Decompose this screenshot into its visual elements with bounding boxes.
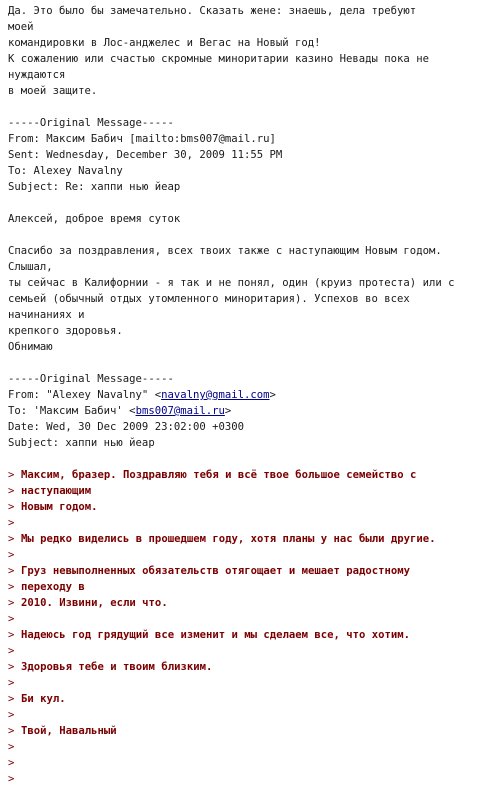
blank-line [8, 227, 488, 243]
email-document [8, 3, 488, 787]
from-email-link[interactable]: navalny@gmail.com [161, 389, 270, 401]
original-message-separator: -----Original Message----- [8, 373, 174, 385]
message-body-1 [8, 211, 488, 355]
original-message-separator: -----Original Message----- [8, 117, 174, 129]
subject-value: Re: хаппи нью йеар [65, 181, 181, 193]
to-line [8, 163, 488, 179]
subject-label: Subject: [8, 181, 66, 193]
quote-marker: > [8, 485, 15, 497]
quote-marker: > [8, 645, 15, 657]
quote-marker: > [8, 741, 15, 753]
quoted-text: Груз невыполненных обязательств отягощает и мешает радостному [21, 565, 411, 577]
quoted-text [21, 547, 488, 563]
subject-line [8, 179, 488, 195]
quoted-line [8, 467, 488, 483]
quote-marker: > [8, 565, 15, 577]
to-prefix: To: 'Максим Бабич' < [8, 405, 136, 417]
quote-marker: > [8, 661, 15, 673]
to-email-link[interactable]: bms007@mail.ru [135, 405, 225, 417]
quoted-text: Здоровья тебе и твоим близким. [21, 661, 213, 673]
subject-line: Subject: хаппи нью йеар [8, 437, 155, 449]
quoted-text: наступающим [21, 485, 92, 497]
quoted-line [8, 499, 488, 515]
blank-line [8, 99, 488, 115]
original-message-header-1 [8, 115, 488, 195]
sent-line [8, 147, 488, 163]
blank-line [8, 195, 488, 211]
quote-marker: > [8, 533, 15, 545]
quote-marker: > [8, 757, 15, 769]
quoted-text [21, 707, 488, 723]
from-prefix: From: "Alexey Navalny" < [8, 389, 162, 401]
quoted-text [21, 739, 488, 755]
quoted-line [8, 627, 488, 643]
blank-line [8, 355, 488, 371]
quoted-text [21, 611, 488, 627]
quoted-line [8, 771, 488, 787]
message-line: начинаниях и [8, 309, 85, 321]
quote-marker: > [8, 709, 15, 721]
quote-marker: > [8, 773, 15, 785]
reply-line: моей [8, 21, 34, 33]
message-line: Спасибо за поздравления, всех твоих также с наступающим Новым годом. [8, 245, 442, 257]
quoted-text: Новым годом. [21, 501, 98, 513]
quoted-line [8, 595, 488, 611]
from-line [8, 131, 488, 147]
quoted-line [8, 675, 488, 691]
quoted-line [8, 739, 488, 755]
from-suffix: > [269, 389, 276, 401]
sent-label: Sent: [8, 149, 47, 161]
quoted-line [8, 723, 488, 739]
from-value: Максим Бабич [mailto:bms007@mail.ru] [46, 133, 276, 145]
reply-line: командировки в Лос-анджелес и Вегас на Новый год! [8, 37, 321, 49]
quoted-line [8, 579, 488, 595]
quoted-line [8, 483, 488, 499]
quoted-text [21, 771, 488, 787]
quoted-line [8, 643, 488, 659]
quote-marker: > [8, 469, 15, 481]
quoted-message [8, 467, 488, 787]
quoted-text [21, 515, 488, 531]
message-line: крепкого здоровья. [8, 325, 123, 337]
quoted-text: Би кул. [21, 693, 66, 705]
to-line [8, 403, 488, 419]
quoted-line [8, 755, 488, 771]
quoted-line [8, 547, 488, 563]
quoted-text: 2010. Извини, если что. [21, 597, 168, 609]
to-value: Alexey Navalny [33, 165, 123, 177]
quote-marker: > [8, 629, 15, 641]
quoted-line [8, 515, 488, 531]
message-line: ты сейчас в Калифорнии - я так и не понял, один (круиз протеста) или с [8, 277, 455, 289]
quote-marker: > [8, 725, 15, 737]
quoted-text [21, 755, 488, 771]
quoted-text: Мы редко виделись в прошедшем году, хотя планы у нас были другие. [21, 533, 436, 545]
message-line: семьей (обычный отдых утомленного миноритария). Успехов во всех [8, 293, 410, 305]
reply-line: К сожалению или счастью скромные миноритарии казино Невады пока не [8, 53, 429, 65]
quote-marker: > [8, 597, 15, 609]
quoted-text [21, 643, 488, 659]
reply-line: в моей защите. [8, 85, 98, 97]
reply-body [8, 3, 488, 99]
quoted-line [8, 659, 488, 675]
quoted-line [8, 563, 488, 579]
quoted-text: Максим, бразер. Поздравляю тебя и всё твое большое семейство с [21, 469, 417, 481]
to-label: To: [8, 165, 34, 177]
quoted-line [8, 691, 488, 707]
date-line: Date: Wed, 30 Dec 2009 23:02:00 +0300 [8, 421, 244, 433]
quote-marker: > [8, 549, 15, 561]
reply-line: Да. Это было бы замечательно. Сказать жене: знаешь, дела требуют [8, 5, 417, 17]
quoted-text: переходу в [21, 581, 85, 593]
quoted-line [8, 611, 488, 627]
blank-line [8, 451, 488, 467]
quote-marker: > [8, 693, 15, 705]
quoted-text: Твой, Навальный [21, 725, 117, 737]
quote-marker: > [8, 501, 15, 513]
from-line [8, 387, 488, 403]
quoted-text [21, 675, 488, 691]
quoted-line [8, 707, 488, 723]
sent-value: Wednesday, December 30, 2009 11:55 PM [46, 149, 283, 161]
greeting-line: Алексей, доброе время суток [8, 213, 181, 225]
reply-line: нуждаются [8, 69, 66, 81]
quote-marker: > [8, 613, 15, 625]
quoted-text: Надеюсь год грядущий все изменит и мы сделаем все, что хотим. [21, 629, 411, 641]
quote-marker: > [8, 677, 15, 689]
quote-marker: > [8, 517, 15, 529]
to-suffix: > [224, 405, 232, 417]
from-label: From: [8, 133, 47, 145]
message-line: Слышал, [8, 261, 53, 273]
quoted-line [8, 531, 488, 547]
message-line: Обнимаю [8, 341, 53, 353]
quote-marker: > [8, 581, 15, 593]
original-message-header-2 [8, 371, 488, 451]
